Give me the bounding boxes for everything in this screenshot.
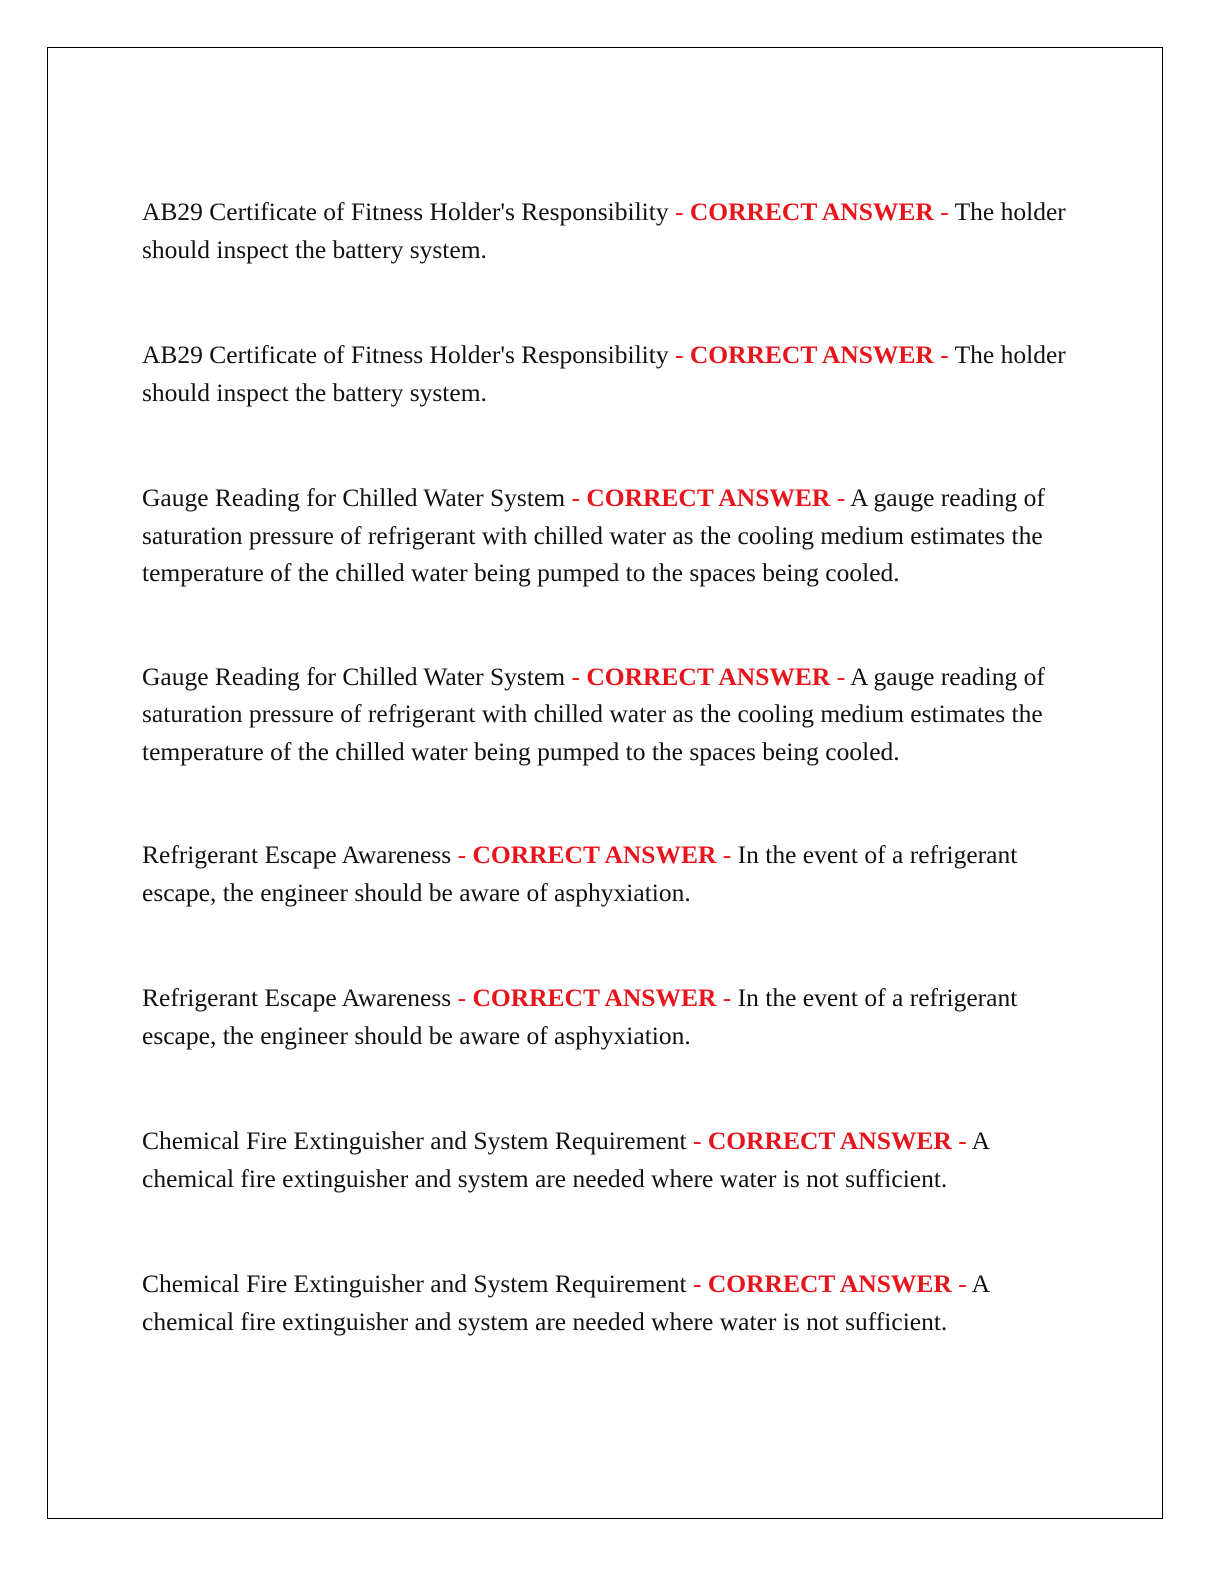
- qa-item: [142, 479, 1077, 592]
- correct-answer-label: CORRECT ANSWER: [472, 983, 717, 1012]
- answer-text: A gauge reading of saturation pressure of refrigerant with chilled water as the cooling medium estimates the temperature of the chilled water being pumped to the spaces being cooled.: [142, 483, 1045, 587]
- answer-text: A gauge reading of saturation pressure of refrigerant with chilled water as the cooling medium estimates the temperature of the chilled water being pumped to the spaces being cooled.: [142, 661, 1045, 766]
- separator: -: [692, 1126, 702, 1155]
- separator: -: [722, 840, 732, 869]
- separator: -: [958, 1126, 967, 1155]
- separator: -: [457, 840, 467, 869]
- term: AB29 Certificate of Fitness Holder's Responsibility: [142, 340, 669, 369]
- separator: -: [571, 483, 580, 512]
- separator: -: [674, 340, 684, 369]
- separator: -: [958, 1269, 967, 1298]
- correct-answer-label: CORRECT ANSWER: [689, 340, 934, 369]
- term: AB29 Certificate of Fitness Holder's Responsibility: [142, 197, 669, 226]
- answer-text: A chemical fire extinguisher and system are needed where water is not sufficient.: [142, 1269, 989, 1336]
- separator: -: [940, 340, 949, 369]
- qa-list: [142, 193, 1077, 1340]
- separator: -: [571, 661, 580, 691]
- term: Chemical Fire Extinguisher and System Requirement: [142, 1126, 687, 1155]
- separator: -: [836, 661, 846, 691]
- correct-answer-label: CORRECT ANSWER: [472, 840, 717, 869]
- separator: -: [836, 483, 846, 512]
- qa-item: [142, 193, 1077, 268]
- qa-item: [142, 336, 1077, 411]
- answer-text: A chemical fire extinguisher and system are needed where water is not sufficient.: [142, 1126, 989, 1193]
- term: Refrigerant Escape Awareness: [142, 983, 452, 1012]
- term: Chemical Fire Extinguisher and System Requirement: [142, 1269, 687, 1298]
- answer-text: In the event of a refrigerant escape, the engineer should be aware of asphyxiation.: [142, 983, 1018, 1050]
- qa-item: [142, 1122, 1077, 1197]
- correct-answer-label: CORRECT ANSWER: [707, 1269, 952, 1298]
- answer-text: The holder should inspect the battery system.: [142, 340, 1066, 407]
- term: Refrigerant Escape Awareness: [142, 840, 452, 869]
- answer-text: In the event of a refrigerant escape, the engineer should be aware of asphyxiation.: [142, 840, 1018, 907]
- separator: -: [674, 197, 684, 226]
- correct-answer-label: CORRECT ANSWER: [689, 197, 934, 226]
- answer-text: The holder should inspect the battery system.: [142, 197, 1066, 264]
- separator: -: [692, 1269, 702, 1298]
- term: Gauge Reading for Chilled Water System: [142, 483, 566, 512]
- qa-item: [142, 836, 1077, 911]
- separator: -: [940, 197, 949, 226]
- qa-item: [142, 979, 1077, 1054]
- separator: -: [722, 983, 732, 1012]
- correct-answer-label: CORRECT ANSWER: [707, 1126, 952, 1155]
- separator: -: [457, 983, 467, 1012]
- qa-item: [142, 658, 1077, 771]
- term: Gauge Reading for Chilled Water System: [142, 661, 566, 691]
- correct-answer-label: CORRECT ANSWER: [586, 483, 831, 512]
- qa-item: [142, 1265, 1077, 1340]
- correct-answer-label: CORRECT ANSWER: [586, 661, 831, 691]
